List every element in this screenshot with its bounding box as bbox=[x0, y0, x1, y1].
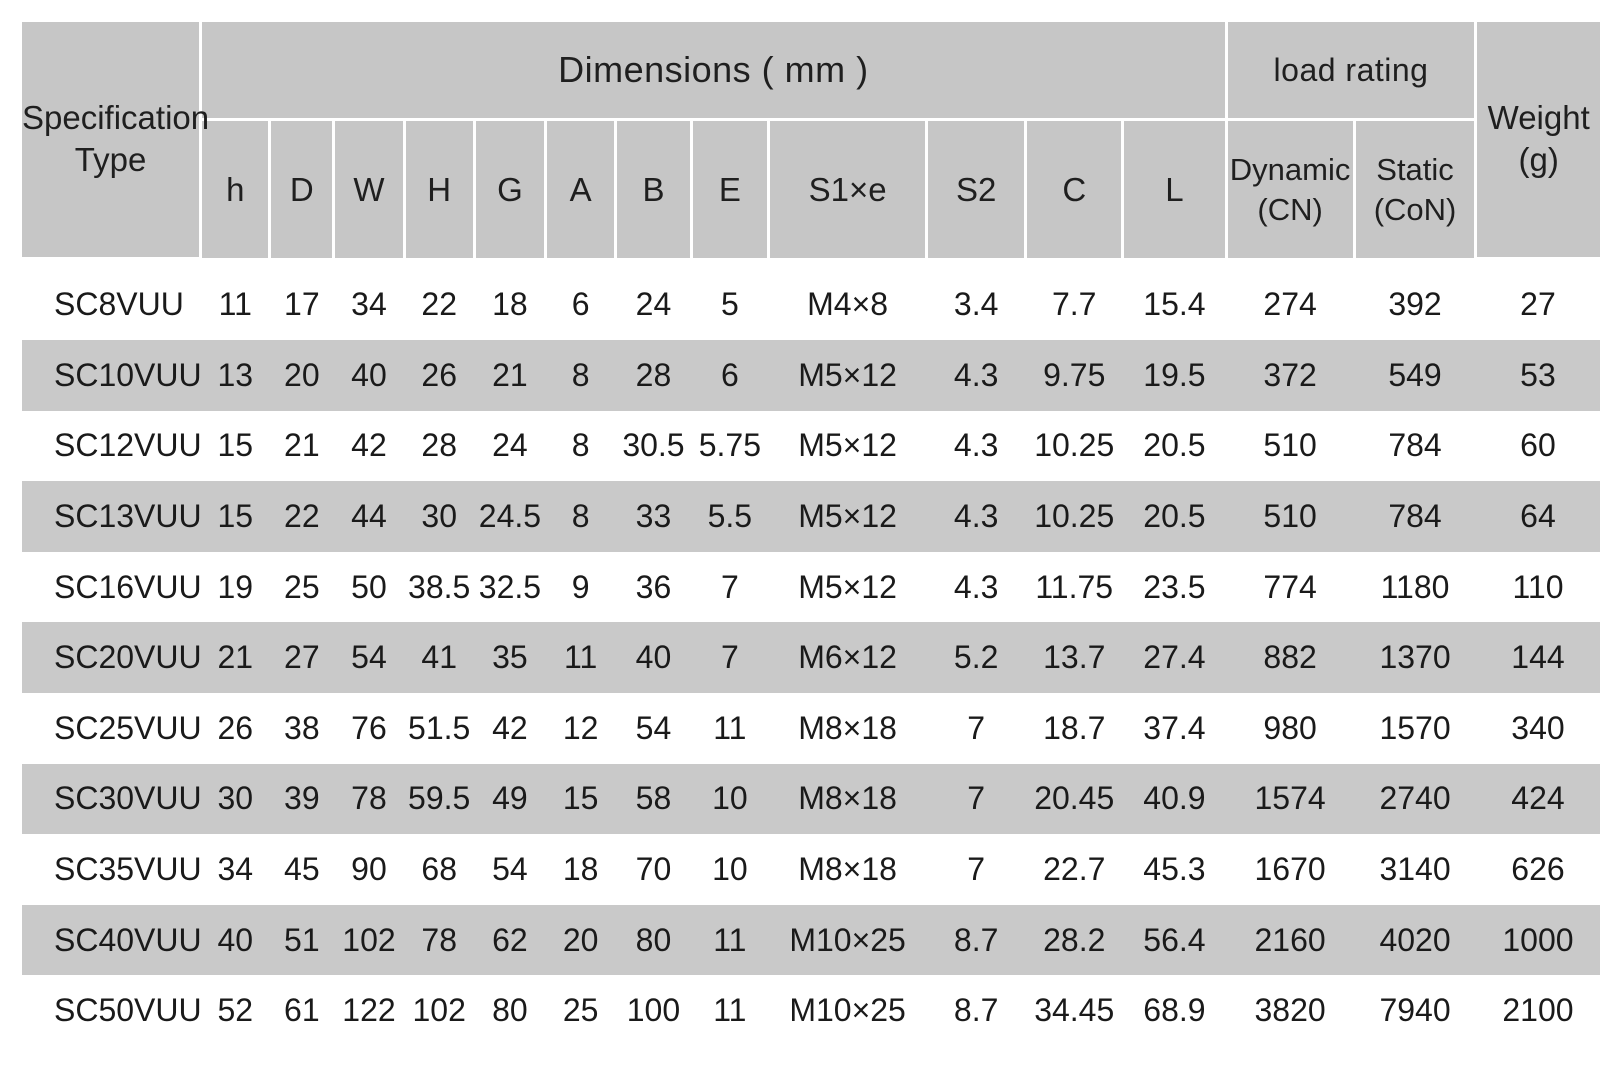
table-cell: 10 bbox=[691, 834, 768, 905]
table-cell: 144 bbox=[1476, 622, 1600, 693]
table-cell: 12 bbox=[546, 693, 616, 764]
table-cell: 19.5 bbox=[1123, 340, 1226, 411]
spec-table-container bbox=[22, 22, 1600, 1046]
load-col-header: Dynamic (CN) bbox=[1226, 120, 1354, 259]
col-header: W bbox=[334, 120, 404, 259]
table-row bbox=[22, 764, 1600, 835]
table-cell: 15.4 bbox=[1123, 258, 1226, 340]
table-cell: 44 bbox=[334, 481, 404, 552]
table-cell: 1670 bbox=[1226, 834, 1354, 905]
table-cell: 45.3 bbox=[1123, 834, 1226, 905]
table-cell: 24.5 bbox=[474, 481, 545, 552]
table-cell: 5.75 bbox=[691, 411, 768, 482]
table-cell: 100 bbox=[616, 975, 691, 1046]
table-cell: 424 bbox=[1476, 764, 1600, 835]
table-cell: 392 bbox=[1354, 258, 1476, 340]
table-cell: 80 bbox=[616, 905, 691, 976]
table-cell: 45 bbox=[270, 834, 334, 905]
table-cell: 27 bbox=[1476, 258, 1600, 340]
sub-header-row bbox=[22, 120, 1600, 259]
table-cell: 8 bbox=[546, 340, 616, 411]
table-cell: 26 bbox=[201, 693, 270, 764]
table-cell: 3.4 bbox=[927, 258, 1026, 340]
table-cell: 7 bbox=[927, 693, 1026, 764]
spec-type-header-label: Specification Type bbox=[22, 99, 210, 179]
table-cell: 10.25 bbox=[1026, 481, 1123, 552]
table-cell: 26 bbox=[404, 340, 474, 411]
table-cell: 33 bbox=[616, 481, 691, 552]
col-header: H bbox=[404, 120, 474, 259]
table-cell: 20.5 bbox=[1123, 481, 1226, 552]
table-cell: 4020 bbox=[1354, 905, 1476, 976]
spec-type-cell: SC35VUU bbox=[22, 834, 201, 905]
weight-header-label: Weight (g) bbox=[1487, 99, 1590, 179]
table-cell: M5×12 bbox=[769, 411, 927, 482]
table-cell: 28.2 bbox=[1026, 905, 1123, 976]
table-cell: 15 bbox=[201, 481, 270, 552]
col-header: C bbox=[1026, 120, 1123, 259]
table-cell: 22 bbox=[404, 258, 474, 340]
table-cell: 11 bbox=[691, 693, 768, 764]
spec-type-cell: SC20VUU bbox=[22, 622, 201, 693]
table-cell: 22 bbox=[270, 481, 334, 552]
table-cell: 20.45 bbox=[1026, 764, 1123, 835]
table-cell: 56.4 bbox=[1123, 905, 1226, 976]
table-cell: 34 bbox=[201, 834, 270, 905]
col-header: L bbox=[1123, 120, 1226, 259]
table-cell: 52 bbox=[201, 975, 270, 1046]
table-cell: 41 bbox=[404, 622, 474, 693]
table-cell: 42 bbox=[474, 693, 545, 764]
table-cell: 32.5 bbox=[474, 552, 545, 623]
table-row bbox=[22, 552, 1600, 623]
table-cell: M8×18 bbox=[769, 834, 927, 905]
table-cell: 8 bbox=[546, 411, 616, 482]
table-cell: 2100 bbox=[1476, 975, 1600, 1046]
table-cell: 510 bbox=[1226, 481, 1354, 552]
table-cell: M8×18 bbox=[769, 693, 927, 764]
table-cell: 35 bbox=[474, 622, 545, 693]
table-cell: 774 bbox=[1226, 552, 1354, 623]
table-cell: 80 bbox=[474, 975, 545, 1046]
table-cell: M8×18 bbox=[769, 764, 927, 835]
table-cell: M6×12 bbox=[769, 622, 927, 693]
table-cell: 15 bbox=[201, 411, 270, 482]
table-cell: 784 bbox=[1354, 411, 1476, 482]
table-cell: 1180 bbox=[1354, 552, 1476, 623]
table-cell: 6 bbox=[691, 340, 768, 411]
col-header: h bbox=[201, 120, 270, 259]
spec-type-cell: SC25VUU bbox=[22, 693, 201, 764]
table-row bbox=[22, 622, 1600, 693]
table-cell: 5.2 bbox=[927, 622, 1026, 693]
table-cell: 4.3 bbox=[927, 481, 1026, 552]
table-cell: 549 bbox=[1354, 340, 1476, 411]
table-row bbox=[22, 258, 1600, 340]
table-cell: 54 bbox=[334, 622, 404, 693]
load-col-header: Static (CoN) bbox=[1354, 120, 1476, 259]
table-row bbox=[22, 340, 1600, 411]
table-cell: 61 bbox=[270, 975, 334, 1046]
table-cell: 34 bbox=[334, 258, 404, 340]
table-cell: 5.5 bbox=[691, 481, 768, 552]
table-cell: 51.5 bbox=[404, 693, 474, 764]
table-cell: 102 bbox=[404, 975, 474, 1046]
table-cell: 40 bbox=[334, 340, 404, 411]
table-cell: 78 bbox=[334, 764, 404, 835]
table-cell: 13 bbox=[201, 340, 270, 411]
spec-type-cell: SC30VUU bbox=[22, 764, 201, 835]
table-cell: 13.7 bbox=[1026, 622, 1123, 693]
table-cell: 7 bbox=[927, 834, 1026, 905]
table-cell: 626 bbox=[1476, 834, 1600, 905]
table-cell: 20 bbox=[270, 340, 334, 411]
table-row bbox=[22, 411, 1600, 482]
table-cell: 64 bbox=[1476, 481, 1600, 552]
table-cell: 2160 bbox=[1226, 905, 1354, 976]
table-cell: 784 bbox=[1354, 481, 1476, 552]
col-header: S1×e bbox=[769, 120, 927, 259]
table-cell: 51 bbox=[270, 905, 334, 976]
table-cell: 90 bbox=[334, 834, 404, 905]
table-cell: 40 bbox=[201, 905, 270, 976]
table-cell: 25 bbox=[270, 552, 334, 623]
table-cell: 62 bbox=[474, 905, 545, 976]
table-cell: 6 bbox=[546, 258, 616, 340]
table-cell: 22.7 bbox=[1026, 834, 1123, 905]
table-cell: M4×8 bbox=[769, 258, 927, 340]
table-cell: 21 bbox=[270, 411, 334, 482]
load-rating-header-label: load rating bbox=[1273, 51, 1429, 88]
table-cell: 58 bbox=[616, 764, 691, 835]
table-cell: 8.7 bbox=[927, 905, 1026, 976]
dimensions-header-label: Dimensions ( mm ) bbox=[558, 49, 869, 90]
table-row bbox=[22, 481, 1600, 552]
table-cell: 24 bbox=[474, 411, 545, 482]
table-cell: 7 bbox=[927, 764, 1026, 835]
table-cell: 1570 bbox=[1354, 693, 1476, 764]
table-cell: 38 bbox=[270, 693, 334, 764]
table-cell: M5×12 bbox=[769, 552, 927, 623]
table-cell: 30.5 bbox=[616, 411, 691, 482]
table-cell: 15 bbox=[546, 764, 616, 835]
table-cell: 510 bbox=[1226, 411, 1354, 482]
table-cell: 39 bbox=[270, 764, 334, 835]
table-cell: 5 bbox=[691, 258, 768, 340]
table-cell: 76 bbox=[334, 693, 404, 764]
table-cell: 8 bbox=[546, 481, 616, 552]
table-cell: 78 bbox=[404, 905, 474, 976]
table-cell: 9.75 bbox=[1026, 340, 1123, 411]
table-cell: 372 bbox=[1226, 340, 1354, 411]
table-cell: 21 bbox=[201, 622, 270, 693]
table-cell: M5×12 bbox=[769, 340, 927, 411]
spec-type-cell: SC8VUU bbox=[22, 258, 201, 340]
table-cell: 21 bbox=[474, 340, 545, 411]
table-cell: 30 bbox=[201, 764, 270, 835]
table-cell: 23.5 bbox=[1123, 552, 1226, 623]
spec-type-header bbox=[22, 22, 210, 258]
table-cell: 68.9 bbox=[1123, 975, 1226, 1046]
table-cell: 9 bbox=[546, 552, 616, 623]
table-cell: 8.7 bbox=[927, 975, 1026, 1046]
table-cell: 70 bbox=[616, 834, 691, 905]
table-cell: 10 bbox=[691, 764, 768, 835]
col-header: A bbox=[546, 120, 616, 259]
table-cell: 53 bbox=[1476, 340, 1600, 411]
table-cell: 11 bbox=[691, 975, 768, 1046]
table-cell: 59.5 bbox=[404, 764, 474, 835]
table-cell: 10.25 bbox=[1026, 411, 1123, 482]
table-cell: 30 bbox=[404, 481, 474, 552]
table-cell: 28 bbox=[404, 411, 474, 482]
table-cell: 11 bbox=[691, 905, 768, 976]
spec-type-cell: SC10VUU bbox=[22, 340, 201, 411]
table-cell: 54 bbox=[616, 693, 691, 764]
table-cell: 110 bbox=[1476, 552, 1600, 623]
table-cell: 11 bbox=[201, 258, 270, 340]
table-cell: 54 bbox=[474, 834, 545, 905]
table-cell: 274 bbox=[1226, 258, 1354, 340]
table-header bbox=[22, 22, 1600, 258]
table-cell: 27.4 bbox=[1123, 622, 1226, 693]
col-header: D bbox=[270, 120, 334, 259]
col-header: E bbox=[691, 120, 768, 259]
table-cell: 40.9 bbox=[1123, 764, 1226, 835]
dimensions-header bbox=[201, 22, 1226, 120]
table-cell: 60 bbox=[1476, 411, 1600, 482]
table-row bbox=[22, 834, 1600, 905]
load-rating-header bbox=[1226, 22, 1476, 120]
table-row bbox=[22, 905, 1600, 976]
table-cell: 38.5 bbox=[404, 552, 474, 623]
table-cell: 37.4 bbox=[1123, 693, 1226, 764]
table-cell: 24 bbox=[616, 258, 691, 340]
col-header: B bbox=[616, 120, 691, 259]
table-row bbox=[22, 975, 1600, 1046]
spec-type-cell: SC50VUU bbox=[22, 975, 201, 1046]
table-body bbox=[22, 258, 1600, 1046]
table-cell: 11 bbox=[546, 622, 616, 693]
table-cell: 25 bbox=[546, 975, 616, 1046]
table-cell: 980 bbox=[1226, 693, 1354, 764]
table-cell: 68 bbox=[404, 834, 474, 905]
table-cell: 17 bbox=[270, 258, 334, 340]
table-cell: 3140 bbox=[1354, 834, 1476, 905]
table-cell: 1000 bbox=[1476, 905, 1600, 976]
table-cell: 7 bbox=[691, 552, 768, 623]
table-cell: 27 bbox=[270, 622, 334, 693]
table-cell: 122 bbox=[334, 975, 404, 1046]
table-cell: 7.7 bbox=[1026, 258, 1123, 340]
spec-type-cell: SC40VUU bbox=[22, 905, 201, 976]
table-cell: 3820 bbox=[1226, 975, 1354, 1046]
table-cell: 42 bbox=[334, 411, 404, 482]
table-cell: M10×25 bbox=[769, 975, 927, 1046]
table-cell: 40 bbox=[616, 622, 691, 693]
col-header: S2 bbox=[927, 120, 1026, 259]
table-cell: 36 bbox=[616, 552, 691, 623]
weight-header bbox=[1476, 22, 1600, 258]
table-cell: M10×25 bbox=[769, 905, 927, 976]
table-cell: 19 bbox=[201, 552, 270, 623]
spec-type-cell: SC13VUU bbox=[22, 481, 201, 552]
table-cell: 50 bbox=[334, 552, 404, 623]
table-cell: 340 bbox=[1476, 693, 1600, 764]
table-cell: 11.75 bbox=[1026, 552, 1123, 623]
table-cell: 102 bbox=[334, 905, 404, 976]
spec-type-cell: SC12VUU bbox=[22, 411, 201, 482]
table-cell: 1574 bbox=[1226, 764, 1354, 835]
table-cell: 18 bbox=[474, 258, 545, 340]
table-cell: 7 bbox=[691, 622, 768, 693]
table-cell: 1370 bbox=[1354, 622, 1476, 693]
table-cell: 18.7 bbox=[1026, 693, 1123, 764]
table-cell: 4.3 bbox=[927, 411, 1026, 482]
table-cell: 882 bbox=[1226, 622, 1354, 693]
spec-type-cell: SC16VUU bbox=[22, 552, 201, 623]
table-cell: 49 bbox=[474, 764, 545, 835]
table-cell: 2740 bbox=[1354, 764, 1476, 835]
table-cell: 28 bbox=[616, 340, 691, 411]
table-cell: 7940 bbox=[1354, 975, 1476, 1046]
table-cell: 20.5 bbox=[1123, 411, 1226, 482]
table-cell: 34.45 bbox=[1026, 975, 1123, 1046]
col-header: G bbox=[474, 120, 545, 259]
table-cell: 18 bbox=[546, 834, 616, 905]
spec-table bbox=[22, 22, 1600, 1046]
table-cell: 20 bbox=[546, 905, 616, 976]
table-cell: 4.3 bbox=[927, 552, 1026, 623]
table-cell: 4.3 bbox=[927, 340, 1026, 411]
table-row bbox=[22, 693, 1600, 764]
table-cell: M5×12 bbox=[769, 481, 927, 552]
